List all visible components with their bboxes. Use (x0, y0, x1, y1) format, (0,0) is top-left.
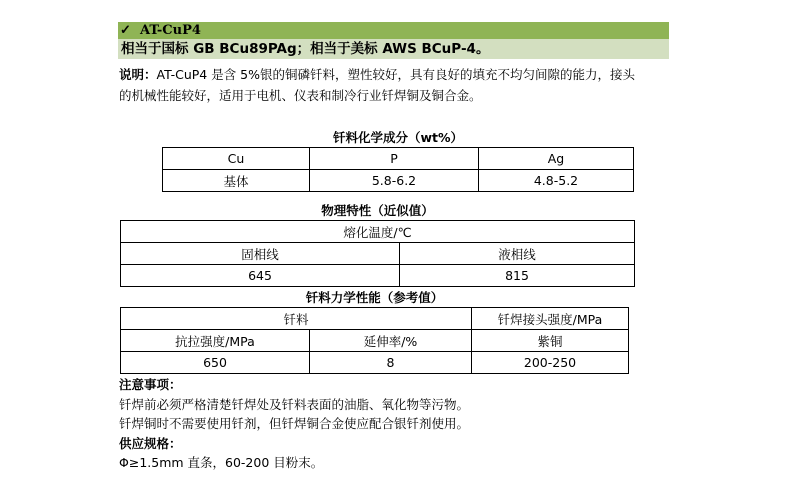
physical-header-liquidus: 液相线 (400, 243, 635, 265)
physical-subtitle: 熔化温度/℃ (121, 221, 635, 243)
mechanical-header-elongation: 延伸率/% (310, 330, 472, 352)
composition-value-p: 5.8-6.2 (310, 170, 479, 192)
mechanical-group-joint: 钎焊接头强度/MPa (472, 308, 629, 330)
mechanical-value-copper: 200-250 (472, 352, 629, 374)
notes-section (119, 375, 469, 473)
description-line-1: 说明：AT-CuP4 是含 5%银的铜磷钎料，塑性较好，具有良好的填充不均匀间隙的能力，接头 (119, 67, 636, 82)
description-label: 说明： (119, 67, 157, 82)
mechanical-group-filler: 钎料 (121, 308, 472, 330)
physical-title: 物理特性（近似值） (121, 199, 635, 221)
mechanical-value-elongation: 8 (310, 352, 472, 374)
composition-header-ag: Ag (479, 148, 634, 170)
notes-heading: 注意事项： (119, 377, 182, 392)
physical-table (120, 199, 635, 287)
notes-line-2: 钎焊铜时不需要使用钎剂，但钎焊铜合金使应配合银钎剂使用。 (119, 416, 470, 431)
physical-value-liquidus: 815 (400, 265, 635, 287)
description-line-2: 的机械性能较好，适用于电机、仪表和制冷行业钎焊铜及铜合金。 (119, 88, 482, 103)
product-title: AT-CuP4 (140, 23, 201, 38)
composition-table (162, 126, 634, 192)
physical-header-solidus: 固相线 (121, 243, 400, 265)
composition-value-cu: 基体 (163, 170, 310, 192)
product-title-bar (118, 22, 669, 39)
supply-heading: 供应规格： (119, 435, 182, 451)
composition-title: 钎料化学成分（wt%） (163, 126, 634, 148)
mechanical-table (120, 286, 629, 374)
composition-header-p: P (310, 148, 479, 170)
description (119, 64, 679, 106)
composition-header-cu: Cu (163, 148, 310, 170)
mechanical-header-copper: 紫铜 (472, 330, 629, 352)
supply-line: Φ≥1.5mm 直条，60-200 目粉末。 (119, 455, 324, 470)
composition-value-ag: 4.8-5.2 (479, 170, 634, 192)
checkmark-icon: ✓ (120, 23, 131, 38)
mechanical-title: 钎料力学性能（参考值） (121, 286, 629, 308)
notes-line-1: 钎焊前必须严格清楚钎焊处及钎料表面的油脂、氧化物等污物。 (119, 396, 470, 412)
physical-value-solidus: 645 (121, 265, 400, 287)
equivalent-standards: 相当于国标 GB BCu89PAg；相当于美标 AWS BCuP-4。 (118, 39, 669, 59)
mechanical-value-tensile: 650 (121, 352, 310, 374)
mechanical-header-tensile: 抗拉强度/MPa (121, 330, 310, 352)
